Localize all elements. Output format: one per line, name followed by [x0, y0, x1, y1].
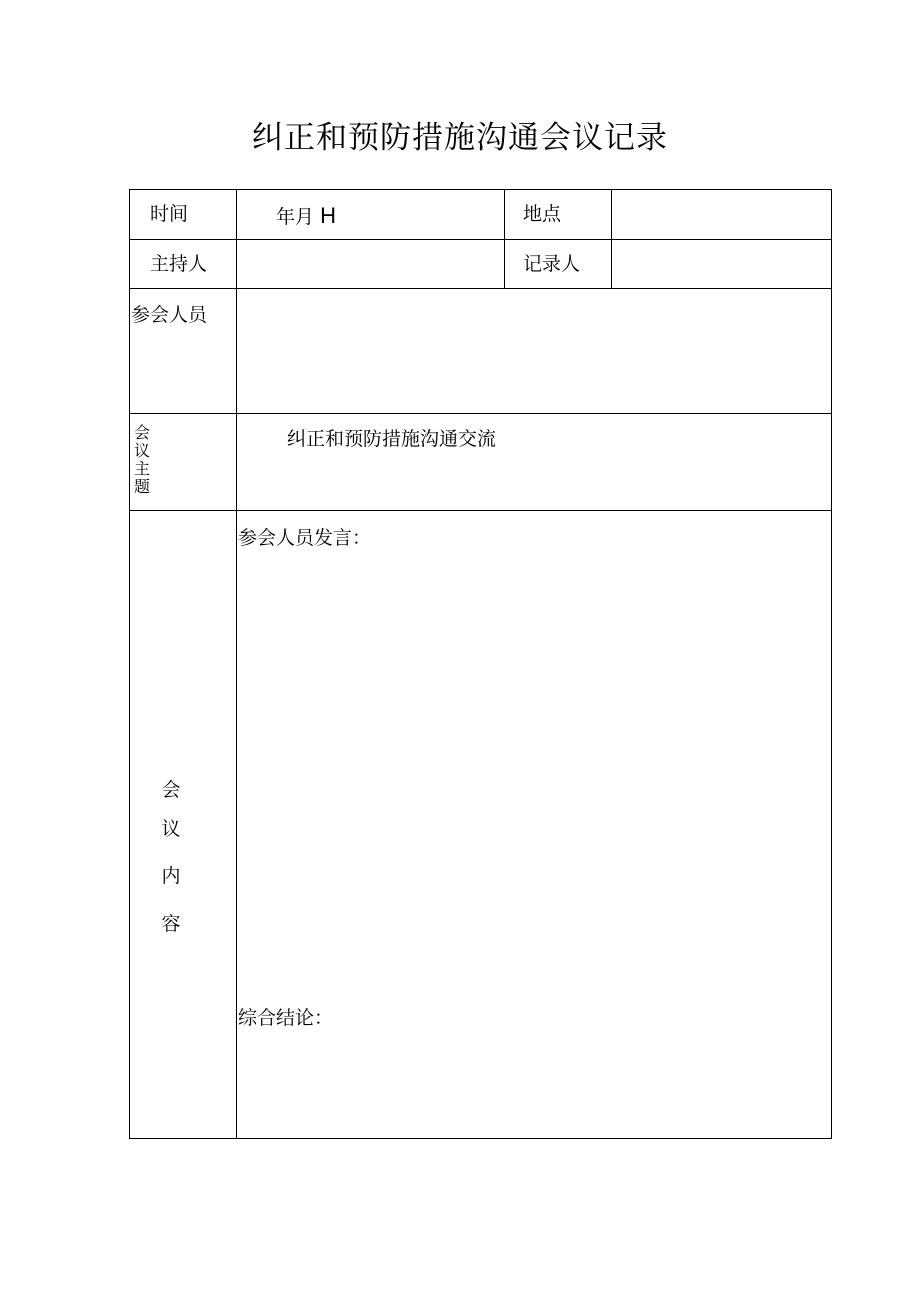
table-border-right	[831, 189, 832, 1139]
host-field[interactable]	[246, 253, 496, 279]
attendees-field[interactable]	[246, 300, 821, 400]
date-day-glyph: H	[320, 203, 336, 228]
conclusion-area[interactable]	[246, 1040, 821, 1128]
column-divider-mid	[504, 189, 505, 289]
location-label: 地点	[523, 203, 562, 225]
topic-label-char: 议	[134, 441, 151, 460]
speeches-label: 参会人员发言：	[238, 527, 372, 549]
topic-label	[134, 424, 154, 496]
table-border-left	[129, 189, 130, 1139]
content-label-char: 内	[161, 865, 181, 887]
location-field[interactable]	[622, 203, 822, 229]
content-label-char: 会	[161, 779, 181, 801]
row-divider-2	[129, 288, 832, 289]
speeches-area[interactable]	[246, 560, 821, 980]
topic-value[interactable]: 纠正和预防措施沟通交流	[287, 428, 497, 450]
column-divider-label	[236, 189, 237, 1139]
attendees-label: 参会人员	[131, 304, 208, 326]
host-label: 主持人	[150, 253, 208, 275]
recorder-field[interactable]	[622, 253, 822, 279]
date-field[interactable]	[276, 203, 336, 229]
date-text: 年月	[276, 206, 315, 228]
topic-label-char: 主	[134, 459, 151, 478]
conclusion-label: 综合结论：	[238, 1007, 334, 1029]
topic-label-char: 会	[134, 423, 151, 442]
table-border-bottom	[129, 1138, 832, 1139]
page-title: 纠正和预防措施沟通会议记录	[252, 120, 668, 156]
row-divider-3	[129, 413, 832, 414]
recorder-label: 记录人	[523, 253, 581, 275]
content-label-char: 容	[161, 913, 181, 935]
table-border-top	[129, 189, 832, 190]
content-label-char: 议	[161, 818, 181, 840]
row-divider-4	[129, 510, 832, 511]
column-divider-right	[611, 189, 612, 289]
time-label: 时间	[150, 203, 189, 225]
topic-label-char: 题	[134, 477, 151, 496]
row-divider-1	[129, 239, 832, 240]
